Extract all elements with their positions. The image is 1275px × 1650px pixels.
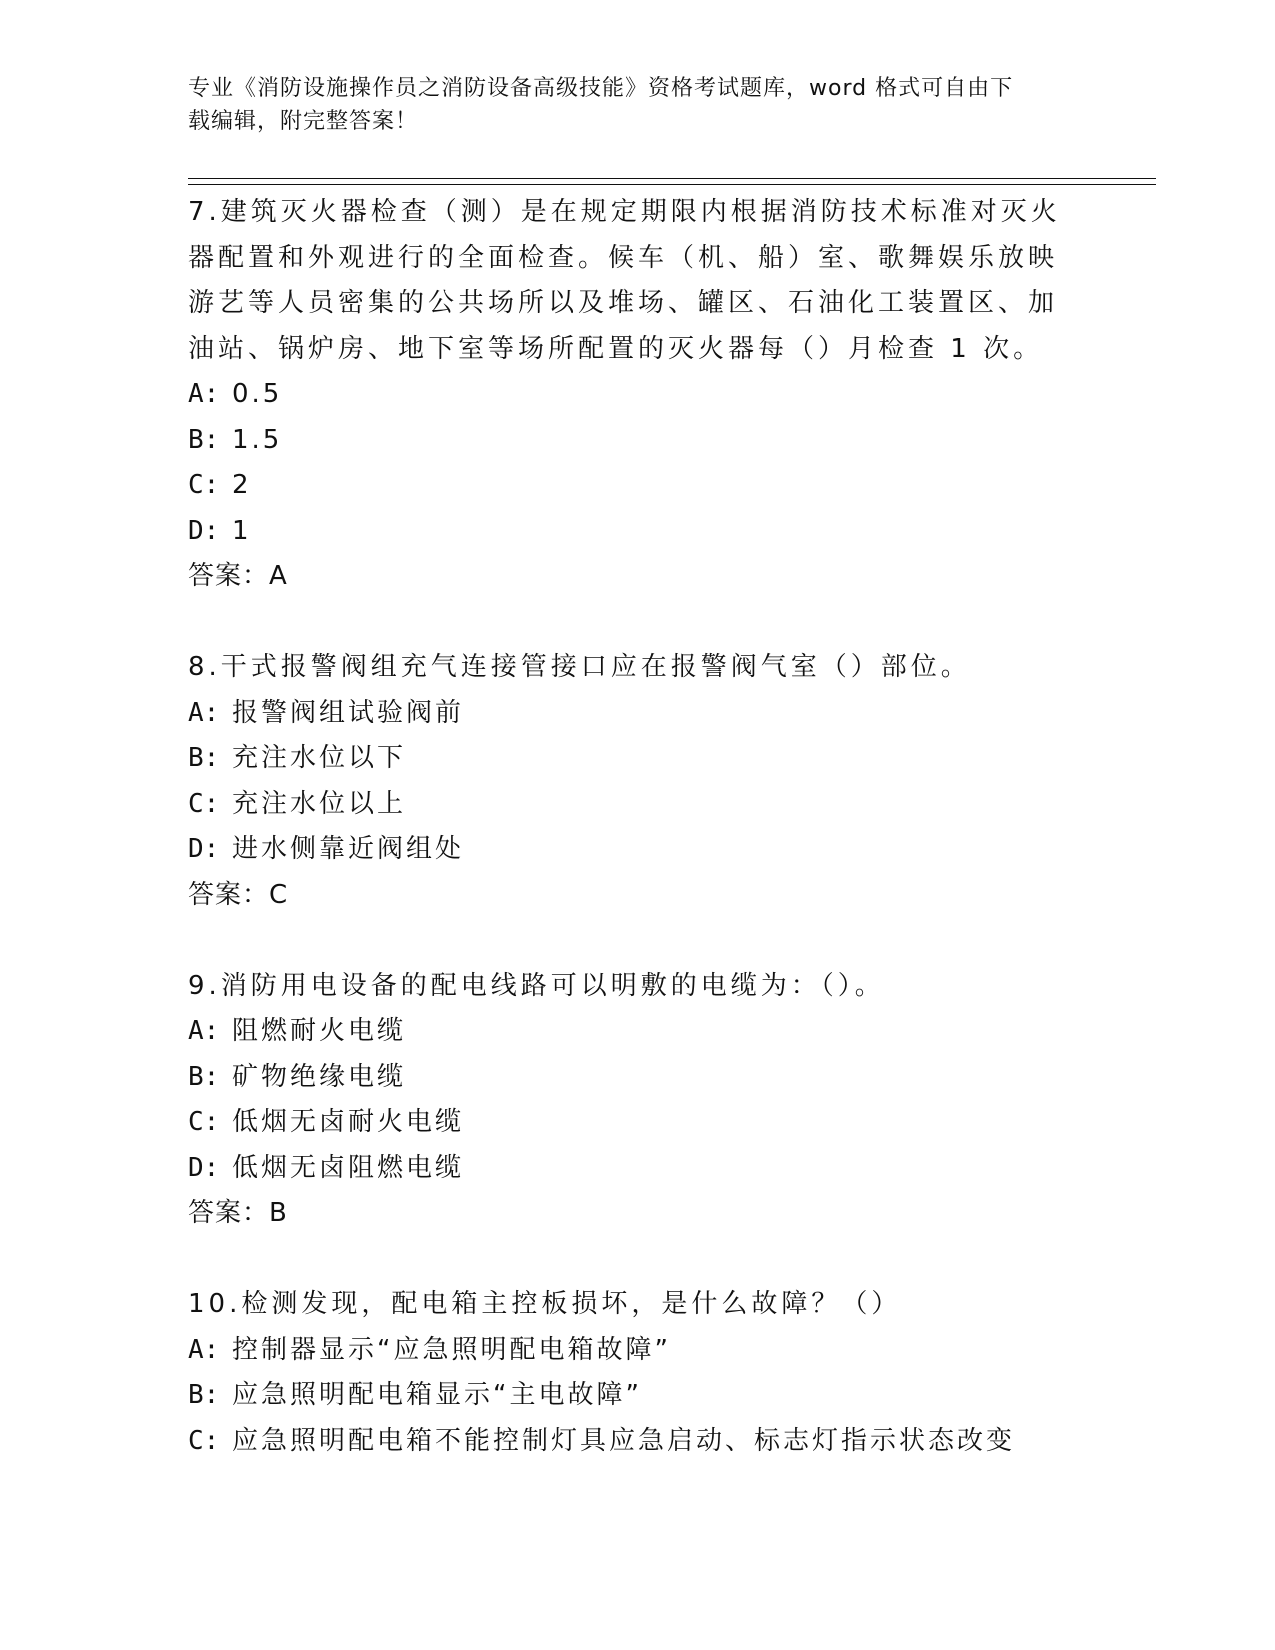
header-divider-top [188, 178, 1156, 179]
question-stem: 10.检测发现，配电箱主控板损坏，是什么故障？（） [188, 1289, 902, 1319]
question-10 [188, 1282, 1068, 1464]
option-text: 应急照明配电箱显示“主电故障” [232, 1380, 642, 1410]
option-key: D: [188, 834, 220, 864]
option-text: 0.5 [232, 379, 283, 409]
option-a [188, 372, 1068, 418]
question-stem: 9.消防用电设备的配电线路可以明敷的电缆为：（）。 [188, 970, 885, 1001]
option-text: 阻燃耐火电缆 [232, 1016, 407, 1046]
option-a [188, 1328, 1068, 1374]
option-c [188, 1419, 1068, 1465]
document-header [188, 72, 1068, 138]
answer-line: 答案：C [188, 879, 289, 910]
question-spacer [188, 1237, 1068, 1283]
option-text: 充注水位以下 [232, 743, 407, 773]
header-line-2: 载编辑，附完整答案！ [188, 109, 419, 134]
option-text: 报警阀组试验阀前 [232, 697, 465, 728]
option-key: D: [188, 1152, 220, 1183]
answer-line: 答案：B [188, 1198, 288, 1228]
option-key: B: [188, 1380, 220, 1410]
option-d [188, 1146, 1068, 1192]
option-b [188, 736, 1068, 782]
option-key: B: [188, 424, 220, 455]
option-c [188, 1100, 1068, 1146]
header-divider-bottom [188, 184, 1156, 185]
option-text: 进水侧靠近阀组处 [232, 834, 465, 864]
option-key: C: [188, 470, 220, 500]
option-text: 1 [232, 515, 252, 546]
question-stem: 7.建筑灭火器检查（测）是在规定期限内根据消防技术标准对灭火器配置和外观进行的全面检查。候车（机、船）室、歌舞娱乐放映游艺等人员密集的公共场所以及堆场、罐区、石油化工装置区、加油站、锅炉房、地下室等场所配置的灭火器每（）月检查 1 次。 [188, 197, 1061, 364]
question-7 [188, 190, 1068, 600]
option-d [188, 827, 1068, 873]
option-key: D: [188, 515, 220, 546]
option-key: A: [188, 1334, 220, 1365]
question-spacer [188, 918, 1068, 964]
option-b [188, 1373, 1068, 1419]
option-key: C: [188, 1425, 220, 1456]
answer-line: 答案：A [188, 561, 288, 591]
option-key: B: [188, 1061, 220, 1092]
header-line-1: 专业《消防设施操作员之消防设备高级技能》资格考试题库，word 格式可自由下 [188, 76, 1014, 101]
question-9 [188, 964, 1068, 1237]
option-text: 充注水位以上 [232, 788, 407, 819]
option-d [188, 509, 1068, 555]
option-key: A: [188, 379, 220, 409]
question-stem: 8.干式报警阀组充气连接管接口应在报警阀气室（）部位。 [188, 652, 971, 682]
option-a [188, 691, 1068, 737]
option-text: 1.5 [232, 424, 283, 455]
option-c [188, 782, 1068, 828]
option-key: C: [188, 788, 220, 819]
option-b [188, 1055, 1068, 1101]
option-key: A: [188, 697, 220, 728]
option-c [188, 463, 1068, 509]
option-key: B: [188, 743, 220, 773]
option-text: 2 [232, 470, 252, 500]
option-text: 低烟无卤阻燃电缆 [232, 1152, 465, 1183]
question-spacer [188, 600, 1068, 646]
option-key: C: [188, 1107, 220, 1137]
option-text: 低烟无卤耐火电缆 [232, 1107, 465, 1137]
question-8 [188, 645, 1068, 918]
option-key: A: [188, 1016, 220, 1046]
question-list [188, 190, 1068, 1464]
option-a [188, 1009, 1068, 1055]
option-text: 控制器显示“应急照明配电箱故障” [232, 1334, 671, 1365]
option-b [188, 418, 1068, 464]
option-text: 矿物绝缘电缆 [232, 1061, 407, 1092]
option-text: 应急照明配电箱不能控制灯具应急启动、标志灯指示状态改变 [232, 1425, 1016, 1456]
